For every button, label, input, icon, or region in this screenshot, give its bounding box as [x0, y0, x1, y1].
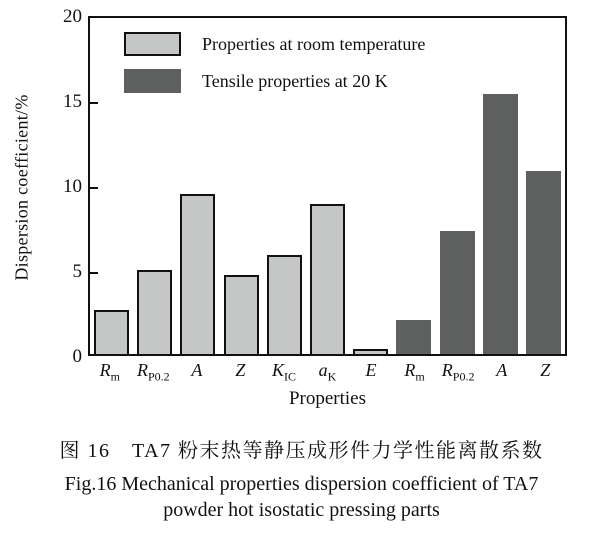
bar — [137, 270, 172, 354]
legend-swatch-20k — [124, 69, 181, 93]
y-tick-mark — [90, 187, 98, 189]
legend-entry-room — [124, 32, 425, 56]
bar-slot — [436, 18, 479, 354]
legend-swatch-room-temperature — [124, 32, 181, 56]
x-axis-title: Properties — [288, 388, 367, 409]
x-tick-label: A — [191, 360, 203, 380]
y-tick-mark — [90, 272, 98, 274]
bar-slot — [522, 18, 565, 354]
figure-caption — [0, 434, 603, 523]
legend-label-room-temperature: Properties at room temperature — [202, 33, 426, 54]
x-axis-tick-labels — [88, 360, 567, 385]
bar — [180, 194, 215, 354]
plot-area — [88, 16, 567, 356]
bar-slot — [479, 18, 522, 354]
y-tick-mark — [90, 102, 98, 104]
x-tick-label: $R_m$ — [404, 360, 425, 384]
bar — [267, 255, 302, 354]
y-axis-title: Dispersion coefficient/% — [11, 94, 32, 281]
x-tick-label: $R_{P0.2}$ — [441, 360, 475, 384]
x-tick-label: $R_{P0.2}$ — [136, 360, 170, 384]
legend-entry-20k — [124, 69, 425, 93]
caption-english-line1: Fig.16 Mechanical properties dispersion coefficient of TA7 — [64, 473, 539, 495]
bar — [440, 231, 475, 354]
y-tick-label: 5 — [72, 261, 82, 282]
x-tick-label: E — [365, 360, 377, 380]
y-tick-label: 0 — [72, 346, 82, 367]
x-tick-label: Z — [235, 360, 246, 380]
bar — [310, 204, 345, 354]
x-tick-label: Z — [540, 360, 551, 380]
x-tick-label: $R_m$ — [99, 360, 120, 384]
caption-chinese: 图 16 TA7 粉末热等静压成形件力学性能离散系数 — [59, 440, 544, 462]
legend — [124, 32, 425, 106]
x-tick-label: A — [496, 360, 508, 380]
x-tick-label: $K_{IC}$ — [271, 360, 296, 384]
y-tick-label: 20 — [63, 6, 82, 27]
bar — [483, 94, 518, 354]
bar — [94, 310, 129, 354]
caption-english-line2: powder hot isostatic pressing parts — [163, 499, 440, 521]
bar — [526, 171, 561, 354]
x-tick-label: $a_K$ — [318, 360, 337, 384]
y-tick-label: 10 — [63, 176, 82, 197]
bar — [396, 320, 431, 354]
bar — [224, 275, 259, 354]
y-tick-label: 15 — [63, 91, 82, 112]
bar — [353, 349, 388, 354]
legend-label-20k: Tensile properties at 20 K — [202, 70, 388, 91]
